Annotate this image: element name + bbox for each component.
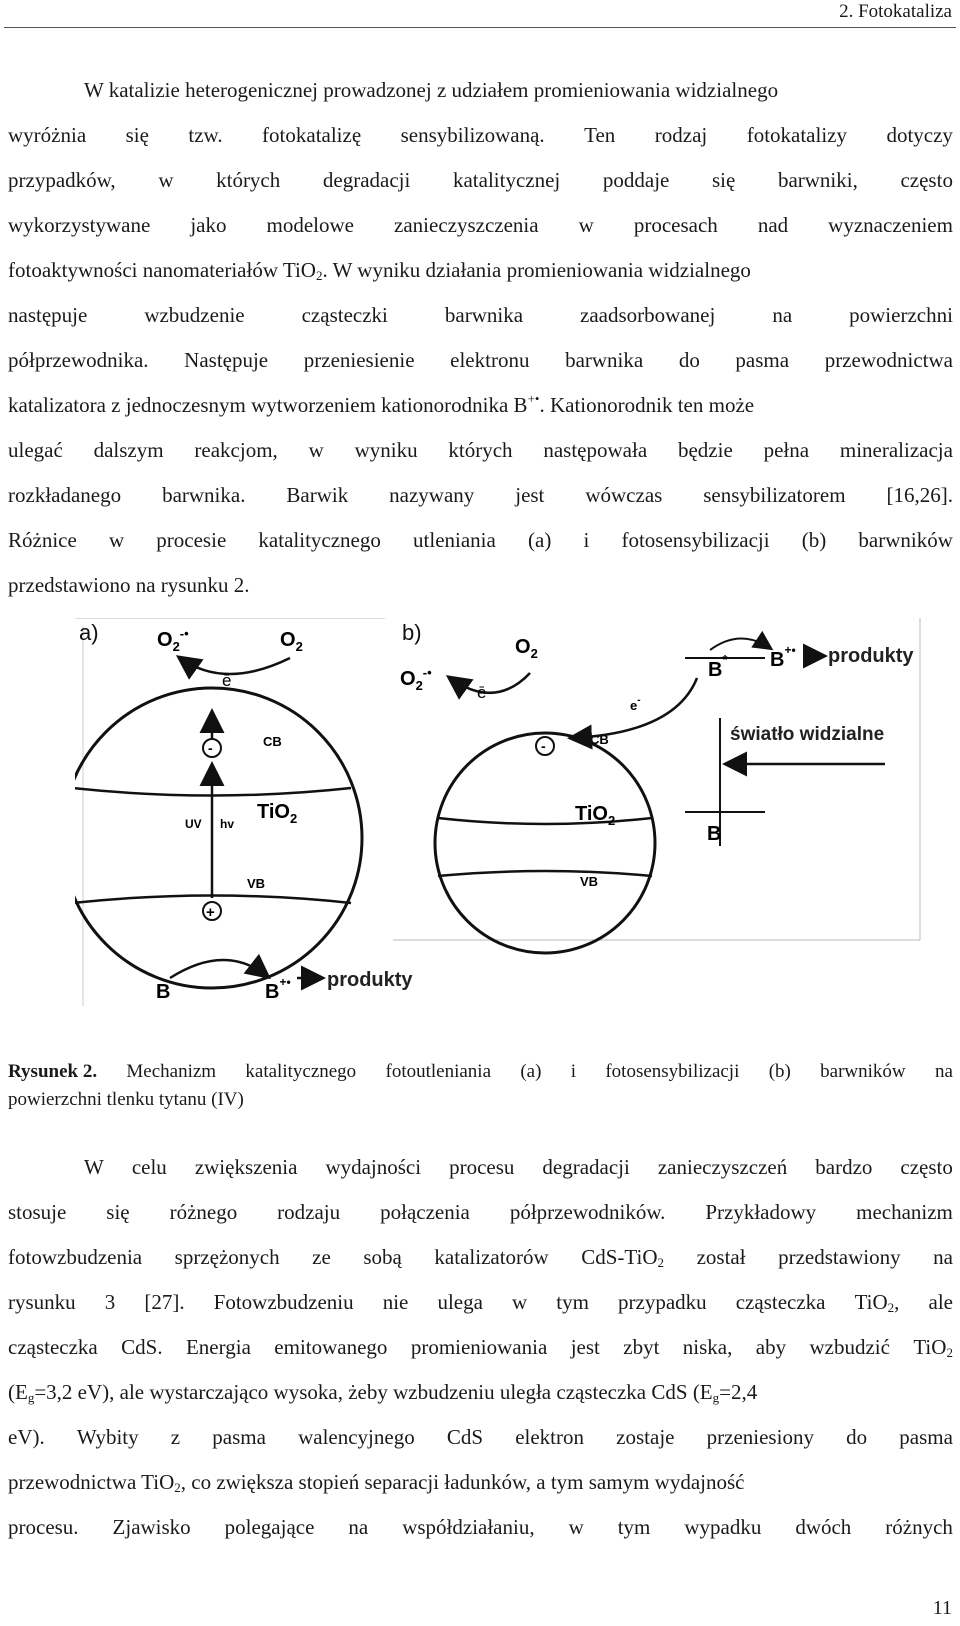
text-word: procesu. <box>8 1515 79 1539</box>
text-word: się <box>711 168 736 192</box>
text-word: zaadsorbowanej <box>580 303 716 327</box>
text-word: zwiększenia <box>194 1155 298 1179</box>
text-word: W katalizie heterogenicznej prowadzonej z udziałem promieniowania widzialnego <box>84 78 779 102</box>
text-word: promieniowania <box>410 1335 548 1359</box>
products-label-b: produkty <box>828 645 914 667</box>
caption-label: Rysunek 2. <box>8 1061 98 1082</box>
header-rule <box>4 27 956 28</box>
text-word: [16,26]. <box>886 483 953 507</box>
text-word: ze <box>312 1245 331 1269</box>
panel-b <box>400 620 914 953</box>
text-word: TiO$_2$ <box>913 1335 953 1360</box>
text-word: TiO$_2$, <box>854 1290 900 1315</box>
text-word: Fotowzbudzeniu <box>213 1290 354 1314</box>
text-word: barwnika <box>565 348 644 372</box>
ground-dye-label: B <box>707 823 722 845</box>
text-line <box>8 293 953 338</box>
electron-label: ē <box>222 671 232 690</box>
text-word: często <box>900 168 953 192</box>
text-word: sprzężonych <box>174 1245 280 1269</box>
text-word: w <box>158 168 174 192</box>
text-word: tym <box>556 1290 589 1314</box>
text-word: Mechanizm <box>126 1061 217 1082</box>
text-word: fotowzbudzenia <box>8 1245 143 1269</box>
text-word: nie <box>382 1290 409 1314</box>
text-word: których <box>448 438 513 462</box>
running-header <box>0 0 960 28</box>
cb-band-b <box>438 818 652 824</box>
text-word: eV). <box>8 1425 45 1449</box>
o2-radical-label: $O_2^{-•}$ <box>157 626 189 654</box>
text-word: degradacji <box>542 1155 630 1179</box>
paragraph-1 <box>8 68 953 608</box>
cb-label-b: CB <box>590 732 609 747</box>
text-word: wykorzystywane <box>8 213 151 237</box>
text-word: barwników <box>858 528 953 552</box>
text-word: następowała <box>543 438 648 462</box>
text-word: Wybity <box>76 1425 139 1449</box>
text-word: przypadków, <box>8 168 116 192</box>
text-word: wyznaczeniem <box>828 213 953 237</box>
text-word: elektron <box>515 1425 585 1449</box>
text-word: sobą <box>363 1245 402 1269</box>
text-line <box>8 1280 953 1325</box>
text-word: zostaje <box>616 1425 675 1449</box>
cb-label: CB <box>263 734 282 749</box>
text-word: Barwik <box>286 483 349 507</box>
text-word: celu <box>131 1155 167 1179</box>
tio2-particle-b <box>435 733 655 953</box>
chapter-title: 2. Fotokataliza <box>839 1 952 22</box>
o2-label: $O_2$ <box>280 629 303 654</box>
text-word: fotoutleniania <box>385 1061 492 1082</box>
text-word: rozkładanego <box>8 483 122 507</box>
text-word: jest <box>570 1335 600 1359</box>
text-word: i <box>583 528 590 552</box>
text-word: przypadku <box>618 1290 707 1314</box>
text-word: dotyczy <box>886 123 953 147</box>
text-word: do <box>678 348 700 372</box>
vb-label-b: VB <box>580 874 599 889</box>
panel-b-label: b) <box>402 620 422 645</box>
text-line <box>8 68 953 113</box>
text-word: Ten <box>584 123 616 147</box>
reduction-arrow <box>180 658 290 674</box>
text-word: do <box>846 1425 868 1449</box>
text-line <box>8 428 953 473</box>
text-word: bardzo <box>815 1155 873 1179</box>
text-word: następuje <box>8 303 88 327</box>
text-word: barwnika. <box>162 483 246 507</box>
text-word: będzie <box>677 438 733 462</box>
text-word: cząsteczka <box>8 1335 98 1359</box>
text-line <box>8 1190 953 1235</box>
text-word: (a) <box>520 1061 542 1082</box>
text-word: rodzaj <box>654 123 708 147</box>
text-word: wzbudzić <box>809 1335 890 1359</box>
text-run: ($E_g=3,2$ eV), ale wystarczająco wysoka, żeby wzbudzeniu uległa cząsteczka CdS ($E_g=2,4$ <box>8 1380 758 1405</box>
text-word: rysunku <box>8 1290 76 1314</box>
figure-2 <box>75 618 955 1048</box>
text-word: Przykładowy <box>705 1200 817 1224</box>
text-word: się <box>125 123 149 147</box>
text-word: na <box>772 303 793 327</box>
text-word: półprzewodnika. <box>8 348 149 372</box>
text-line <box>8 1370 953 1415</box>
text-word: zbyt <box>623 1335 660 1359</box>
text-word: stosuje <box>8 1200 67 1224</box>
text-word: emitowanego <box>274 1335 388 1359</box>
o2-label-b: $O_2$ <box>515 636 538 661</box>
text-line <box>8 203 953 248</box>
text-word: w <box>568 1515 584 1539</box>
mechanism-diagram <box>75 618 955 1048</box>
text-word: których <box>216 168 281 192</box>
text-word: i <box>570 1061 577 1082</box>
text-word: pasma <box>212 1425 266 1449</box>
panel-a-label: a) <box>79 620 99 645</box>
text-line <box>8 1460 953 1505</box>
text-word: na <box>934 1061 953 1082</box>
text-word: W <box>84 1155 104 1179</box>
text-word: utleniania <box>413 528 496 552</box>
text-line <box>8 1145 953 1190</box>
text-word: wówczas <box>585 483 663 507</box>
text-run: przewodnictwa TiO$_2$, co zwiększa stopień separacji ładunków, a tym samym wydajność <box>8 1470 745 1495</box>
text-word: ulega <box>437 1290 483 1314</box>
text-word: 3 <box>104 1290 116 1314</box>
text-word: barwników <box>820 1061 906 1082</box>
text-word: półprzewodników. <box>509 1200 666 1224</box>
text-word: przewodnictwa <box>824 348 953 372</box>
text-word: mineralizacja <box>839 438 953 462</box>
reduction-arrow-b <box>450 673 530 693</box>
text-word: katalitycznego <box>258 528 381 552</box>
text-line <box>8 1505 953 1550</box>
text-word: zanieczyszczeń <box>657 1155 788 1179</box>
panel-a <box>75 620 413 1003</box>
text-word: Różnice <box>8 528 77 552</box>
visible-light-label: światło widzialne <box>730 724 885 745</box>
text-word: pełna <box>763 438 810 462</box>
plus-sign: + <box>206 904 215 921</box>
text-word: na <box>348 1515 369 1539</box>
text-word: został <box>696 1245 746 1269</box>
electron-label-b: ē <box>477 683 487 702</box>
text-word: dalszym <box>93 438 164 462</box>
tio2-label-b: TiO$_2$ <box>575 803 616 828</box>
paragraph-2 <box>8 1145 953 1550</box>
text-word: elektronu <box>450 348 530 372</box>
text-word: nazywany <box>389 483 475 507</box>
text-word: wyróżnia <box>8 123 87 147</box>
text-word: barwnika <box>444 303 524 327</box>
text-word: tym <box>617 1515 651 1539</box>
text-word: w <box>308 438 324 462</box>
text-line <box>8 1415 953 1460</box>
text-word: katalitycznego <box>245 1061 357 1082</box>
text-word: pasma <box>899 1425 953 1449</box>
text-word: w <box>512 1290 528 1314</box>
tio2-particle-a <box>75 688 362 988</box>
text-word: przeniesienie <box>303 348 415 372</box>
text-word: Energia <box>185 1335 251 1359</box>
text-word: przedstawiony <box>778 1245 901 1269</box>
text-word: fotokatalizę <box>262 123 362 147</box>
dye-radical-label: B+• <box>265 975 291 1003</box>
text-word: wzbudzenie <box>144 303 245 327</box>
text-word: w <box>108 528 125 552</box>
text-word: na <box>933 1245 953 1269</box>
oxidation-arrow <box>170 960 267 978</box>
text-word: przeniesiony <box>706 1425 814 1449</box>
minus-sign: - <box>208 740 213 756</box>
caption-line: powierzchni tlenku tytanu (IV) <box>8 1089 244 1110</box>
uv-label: UV <box>185 817 202 831</box>
text-word: różnego <box>169 1200 238 1224</box>
text-word: [27]. <box>144 1290 185 1314</box>
text-line <box>8 248 953 293</box>
hv-label: hv <box>220 817 235 831</box>
e-minus-label: e- <box>630 695 641 713</box>
text-word: różnych <box>885 1515 953 1539</box>
text-word: wypadku <box>684 1515 762 1539</box>
text-word: reakcjom, <box>194 438 278 462</box>
excited-dye-label: B* <box>708 652 728 681</box>
text-word: aby <box>755 1335 787 1359</box>
text-word: nad <box>757 213 789 237</box>
minus-sign-b: - <box>541 738 546 754</box>
text-word: w <box>578 213 594 237</box>
text-word: jako <box>190 213 227 237</box>
text-word: z <box>170 1425 181 1449</box>
text-word: powierzchni <box>849 303 953 327</box>
text-word: procesach <box>633 213 718 237</box>
text-word: procesu <box>449 1155 515 1179</box>
products-label: produkty <box>327 969 413 991</box>
text-word: CdS. <box>121 1335 163 1359</box>
text-word: fotosensybilizacji <box>621 528 770 552</box>
text-line <box>8 383 953 428</box>
tio2-label-a: TiO$_2$ <box>257 801 298 826</box>
vb-label: VB <box>247 876 266 891</box>
text-line <box>8 113 953 158</box>
text-word: niska, <box>682 1335 733 1359</box>
page-number: 11 <box>932 1597 952 1619</box>
text-word: Zjawisko <box>112 1515 191 1539</box>
text-word: CdS <box>446 1425 484 1449</box>
text-word: ulegać <box>8 438 63 462</box>
text-word: cząsteczka <box>735 1290 826 1314</box>
text-word: barwniki, <box>777 168 858 192</box>
text-word: jest <box>515 483 545 507</box>
text-word: wyniku <box>354 438 418 462</box>
text-word: degradacji <box>322 168 411 192</box>
caption-line <box>8 1058 953 1086</box>
o2-radical-label-b: $O_2^{-•}$ <box>400 665 432 693</box>
text-line <box>8 1235 953 1280</box>
text-word: walencyjnego <box>298 1425 415 1449</box>
text-word: fotokatalizy <box>746 123 847 147</box>
figure-caption <box>8 1058 953 1114</box>
text-word: ale <box>928 1290 953 1314</box>
text-word: rodzaju <box>277 1200 341 1224</box>
text-line <box>8 518 953 563</box>
text-line <box>8 158 953 203</box>
text-word: sensybilizowaną. <box>400 123 545 147</box>
text-word: polegające <box>224 1515 315 1539</box>
text-word: (b) <box>801 528 827 552</box>
text-run: fotoaktywności nanomateriałów TiO$_2$. W wyniku działania promieniowania widzialnego <box>8 258 751 283</box>
text-line <box>8 1325 953 1370</box>
text-word: dwóch <box>795 1515 852 1539</box>
text-word: (b) <box>768 1061 791 1082</box>
text-word: mechanizm <box>856 1200 953 1224</box>
text-word: cząsteczki <box>301 303 388 327</box>
text-word: katalizatorów <box>434 1245 549 1269</box>
text-line <box>8 338 953 383</box>
text-word: współdziałaniu, <box>402 1515 535 1539</box>
text-word: się <box>106 1200 130 1224</box>
text-word: często <box>900 1155 953 1179</box>
text-word: poddaje <box>602 168 670 192</box>
text-word: fotosensybilizacji <box>605 1061 740 1082</box>
text-word: Następuje <box>184 348 269 372</box>
text-word: katalitycznej <box>452 168 561 192</box>
text-word: (a) <box>528 528 552 552</box>
text-line: przedstawiono na rysunku 2. <box>8 573 250 597</box>
oxidation-arrow-b <box>710 638 770 650</box>
text-word: pasma <box>735 348 790 372</box>
text-word: połączenia <box>380 1200 470 1224</box>
text-word: zanieczyszczenia <box>394 213 539 237</box>
text-word: modelowe <box>266 213 354 237</box>
text-word: wydajności <box>325 1155 422 1179</box>
text-word: CdS-TiO$_2$ <box>581 1245 665 1270</box>
dye-radical-label-b: B+• <box>770 643 796 671</box>
text-line <box>8 473 953 518</box>
dye-b-label: B <box>156 981 171 1003</box>
text-word: sensybilizatorem <box>703 483 846 507</box>
text-run: katalizatora z jednoczesnym wytworzeniem kationorodnika B+•. Kationorodnik ten może <box>8 391 755 417</box>
vb-band-b <box>438 871 652 876</box>
text-word: procesie <box>156 528 227 552</box>
text-word: tzw. <box>188 123 223 147</box>
